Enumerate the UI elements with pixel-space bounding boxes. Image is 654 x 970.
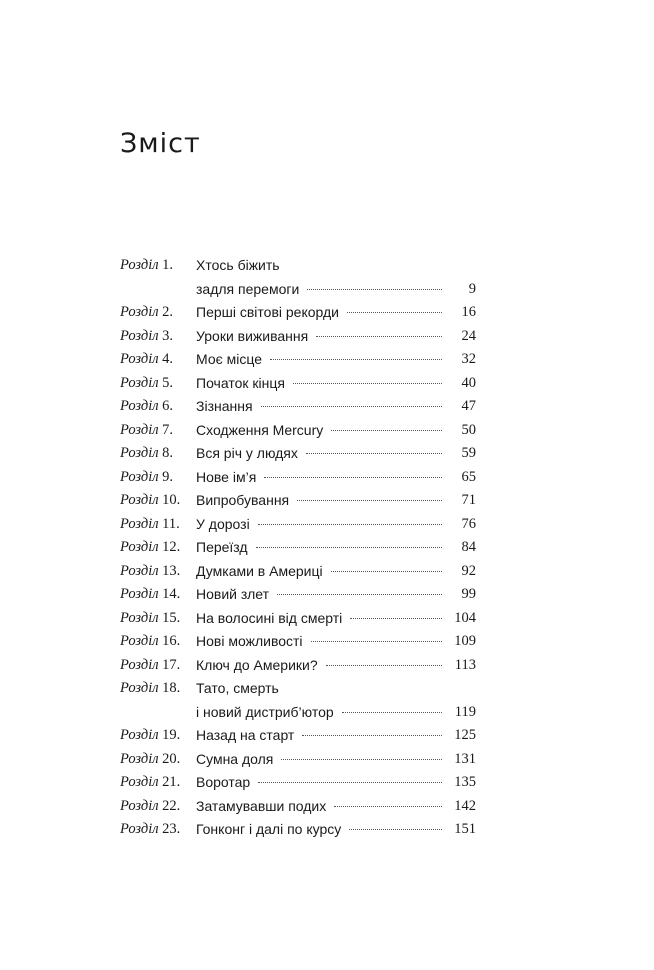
toc-entry-line xyxy=(120,254,476,278)
toc-entry-line xyxy=(120,372,476,396)
toc-entry-line xyxy=(120,466,476,490)
chapter-title: Моє місце xyxy=(196,351,263,367)
dot-leader xyxy=(331,571,442,572)
toc-entry[interactable] xyxy=(120,748,476,772)
chapter-number: 21. xyxy=(162,774,181,790)
chapter-title: Думками в Америці xyxy=(196,562,323,579)
toc-entry[interactable] xyxy=(120,489,476,513)
page-number: 104 xyxy=(454,609,476,626)
toc-entry-line xyxy=(120,301,476,325)
chapter-word: Розділ xyxy=(120,821,159,837)
page-number: 59 xyxy=(461,445,476,461)
chapter-number: 8. xyxy=(162,445,174,461)
chapter-word: Розділ xyxy=(120,586,159,602)
toc-entry[interactable] xyxy=(120,560,476,584)
chapter-word: Розділ xyxy=(120,656,159,673)
toc-entry-line xyxy=(120,630,476,654)
chapter-label xyxy=(120,348,173,372)
chapter-label xyxy=(120,560,180,584)
page-number: 40 xyxy=(461,374,476,391)
chapter-title: і новий дистриб’ютор xyxy=(196,703,334,720)
toc-entry-line xyxy=(120,442,476,466)
chapter-title: Перші світові рекорди xyxy=(196,304,339,320)
toc-entry-line xyxy=(120,677,476,701)
chapter-title: Затамувавши подих xyxy=(196,797,327,814)
dot-leader xyxy=(281,759,442,760)
chapter-label xyxy=(120,795,180,819)
page-number: 9 xyxy=(468,280,476,297)
chapter-word: Розділ xyxy=(120,351,159,367)
chapter-title: Назад на старт xyxy=(196,727,295,743)
chapter-label xyxy=(120,724,180,748)
chapter-number: 2. xyxy=(162,304,174,320)
chapter-word: Розділ xyxy=(120,304,159,320)
toc-entry-line xyxy=(120,771,476,795)
toc-entry-line xyxy=(120,724,476,748)
toc-entry[interactable] xyxy=(120,771,476,795)
chapter-number: 16. xyxy=(162,633,181,649)
chapter-word: Розділ xyxy=(120,774,159,790)
toc-entry-line xyxy=(120,513,476,537)
dot-leader xyxy=(261,406,442,407)
dot-leader xyxy=(331,430,442,431)
page-number: 50 xyxy=(461,421,476,438)
chapter-word: Розділ xyxy=(120,633,159,649)
chapter-title: задля перемоги xyxy=(196,280,300,297)
chapter-word: Розділ xyxy=(120,609,159,626)
chapter-label xyxy=(120,466,173,490)
toc-entry-line xyxy=(120,278,476,302)
dot-leader xyxy=(258,782,442,783)
chapter-label xyxy=(120,301,173,325)
chapter-word: Розділ xyxy=(120,468,159,485)
dot-leader xyxy=(342,712,442,713)
chapter-word: Розділ xyxy=(120,445,159,461)
chapter-label xyxy=(120,748,180,772)
chapter-label xyxy=(120,677,180,701)
chapter-title: Ключ до Америки? xyxy=(196,656,318,673)
dot-leader xyxy=(334,806,442,807)
chapter-label xyxy=(120,654,180,678)
chapter-label xyxy=(120,607,180,631)
page-number: 113 xyxy=(454,656,476,673)
chapter-number: 18. xyxy=(162,680,181,696)
dot-leader xyxy=(258,524,442,525)
dot-leader xyxy=(277,594,442,595)
dot-leader xyxy=(256,547,442,548)
page-number: 16 xyxy=(461,304,476,320)
chapter-word: Розділ xyxy=(120,515,159,532)
chapter-number: 7. xyxy=(162,421,174,438)
toc-entry[interactable] xyxy=(120,325,476,349)
chapter-label xyxy=(120,513,180,537)
toc-entry[interactable] xyxy=(120,513,476,537)
dot-leader xyxy=(297,500,442,501)
dot-leader xyxy=(350,618,442,619)
toc-entry[interactable] xyxy=(120,536,476,560)
chapter-number: 15. xyxy=(162,609,181,626)
chapter-word: Розділ xyxy=(120,797,159,814)
dot-leader xyxy=(316,336,442,337)
chapter-number: 4. xyxy=(162,351,174,367)
chapter-title: Тато, смерть xyxy=(196,680,279,696)
toc-entry[interactable] xyxy=(120,724,476,748)
chapter-label xyxy=(120,583,180,607)
page-number: 24 xyxy=(461,327,476,344)
chapter-number: 20. xyxy=(162,750,181,767)
chapter-title: Воротар xyxy=(196,774,251,790)
chapter-word: Розділ xyxy=(120,680,159,696)
chapter-title: Випробування xyxy=(196,492,290,508)
chapter-number: 19. xyxy=(162,727,181,743)
chapter-title: На волосині від смерті xyxy=(196,609,343,626)
chapter-label xyxy=(120,771,180,795)
chapter-title: Новий злет xyxy=(196,586,270,602)
table-of-contents xyxy=(120,254,476,842)
chapter-number: 17. xyxy=(162,656,181,673)
chapter-number: 11. xyxy=(162,515,180,532)
chapter-word: Розділ xyxy=(120,562,159,579)
dot-leader xyxy=(302,735,442,736)
chapter-title: Вся річ у людях xyxy=(196,445,298,461)
page-number: 71 xyxy=(461,492,476,508)
chapter-title: Зізнання xyxy=(196,398,253,414)
chapter-label xyxy=(120,325,173,349)
toc-entry-line xyxy=(120,348,476,372)
page-title: Зміст xyxy=(120,128,201,159)
chapter-number: 3. xyxy=(162,327,174,344)
chapter-label xyxy=(120,419,173,443)
toc-entry[interactable] xyxy=(120,677,476,724)
toc-entry[interactable] xyxy=(120,818,476,842)
toc-entry[interactable] xyxy=(120,654,476,678)
chapter-title: Сходження Mercury xyxy=(196,421,324,438)
chapter-label xyxy=(120,536,180,560)
chapter-title: Уроки виживання xyxy=(196,327,309,344)
chapter-word: Розділ xyxy=(120,727,159,743)
dot-leader xyxy=(349,829,442,830)
chapter-word: Розділ xyxy=(120,492,159,508)
chapter-title: Нове ім’я xyxy=(196,468,257,485)
chapter-number: 22. xyxy=(162,797,181,814)
page-number: 84 xyxy=(461,539,476,555)
chapter-label xyxy=(120,442,173,466)
toc-entry[interactable] xyxy=(120,442,476,466)
chapter-number: 12. xyxy=(162,539,181,555)
toc-entry[interactable] xyxy=(120,395,476,419)
page-number: 135 xyxy=(454,774,476,790)
toc-entry-line xyxy=(120,489,476,513)
chapter-word: Розділ xyxy=(120,421,159,438)
page-number: 47 xyxy=(461,398,476,414)
chapter-label xyxy=(120,372,173,396)
toc-entry[interactable] xyxy=(120,419,476,443)
chapter-title: Початок кінця xyxy=(196,374,285,391)
chapter-number: 5. xyxy=(162,374,174,391)
page-number: 32 xyxy=(461,351,476,367)
chapter-number: 13. xyxy=(162,562,181,579)
toc-entry[interactable] xyxy=(120,254,476,301)
chapter-number: 6. xyxy=(162,398,174,414)
page-number: 125 xyxy=(454,727,476,743)
chapter-title: Нові можливості xyxy=(196,633,303,649)
chapter-label xyxy=(120,818,180,842)
toc-entry[interactable] xyxy=(120,630,476,654)
dot-leader xyxy=(293,383,442,384)
dot-leader xyxy=(311,641,442,642)
toc-entry-line xyxy=(120,818,476,842)
page-number: 119 xyxy=(454,703,476,720)
chapter-title: Хтось біжить xyxy=(196,257,280,273)
toc-entry-line xyxy=(120,701,476,725)
chapter-number: 14. xyxy=(162,586,181,602)
toc-entry[interactable] xyxy=(120,795,476,819)
chapter-title: У дорозі xyxy=(196,515,250,532)
toc-entry-line xyxy=(120,536,476,560)
page-number: 131 xyxy=(454,750,476,767)
dot-leader xyxy=(326,665,442,666)
chapter-word: Розділ xyxy=(120,257,159,273)
toc-entry[interactable] xyxy=(120,301,476,325)
chapter-label xyxy=(120,489,180,513)
chapter-title: Переїзд xyxy=(196,539,248,555)
dot-leader xyxy=(270,359,442,360)
chapter-number: 10. xyxy=(162,492,181,508)
chapter-number: 1. xyxy=(162,257,174,273)
chapter-title: Гонконг і далі по курсу xyxy=(196,821,342,837)
chapter-word: Розділ xyxy=(120,539,159,555)
chapter-word: Розділ xyxy=(120,327,159,344)
chapter-word: Розділ xyxy=(120,374,159,391)
page-number: 142 xyxy=(454,797,476,814)
chapter-label xyxy=(120,630,180,654)
toc-entry[interactable] xyxy=(120,466,476,490)
toc-entry-line xyxy=(120,748,476,772)
page-number: 151 xyxy=(454,821,476,837)
toc-entry-line xyxy=(120,325,476,349)
dot-leader xyxy=(347,312,442,313)
toc-entry-line xyxy=(120,795,476,819)
chapter-label xyxy=(120,254,173,278)
dot-leader xyxy=(264,477,442,478)
toc-entry[interactable] xyxy=(120,583,476,607)
toc-entry-line xyxy=(120,560,476,584)
page-number: 65 xyxy=(461,468,476,485)
page-number: 92 xyxy=(461,562,476,579)
toc-entry[interactable] xyxy=(120,348,476,372)
page-number: 99 xyxy=(461,586,476,602)
chapter-number: 23. xyxy=(162,821,181,837)
toc-entry[interactable] xyxy=(120,372,476,396)
chapter-word: Розділ xyxy=(120,750,159,767)
dot-leader xyxy=(307,289,442,290)
page-number: 109 xyxy=(454,633,476,649)
toc-entry-line xyxy=(120,395,476,419)
chapter-word: Розділ xyxy=(120,398,159,414)
chapter-number: 9. xyxy=(162,468,174,485)
toc-entry[interactable] xyxy=(120,607,476,631)
dot-leader xyxy=(306,453,442,454)
toc-entry-line xyxy=(120,654,476,678)
chapter-title: Сумна доля xyxy=(196,750,274,767)
toc-entry-line xyxy=(120,419,476,443)
chapter-label xyxy=(120,395,173,419)
page-number: 76 xyxy=(461,515,476,532)
toc-entry-line xyxy=(120,583,476,607)
toc-entry-line xyxy=(120,607,476,631)
